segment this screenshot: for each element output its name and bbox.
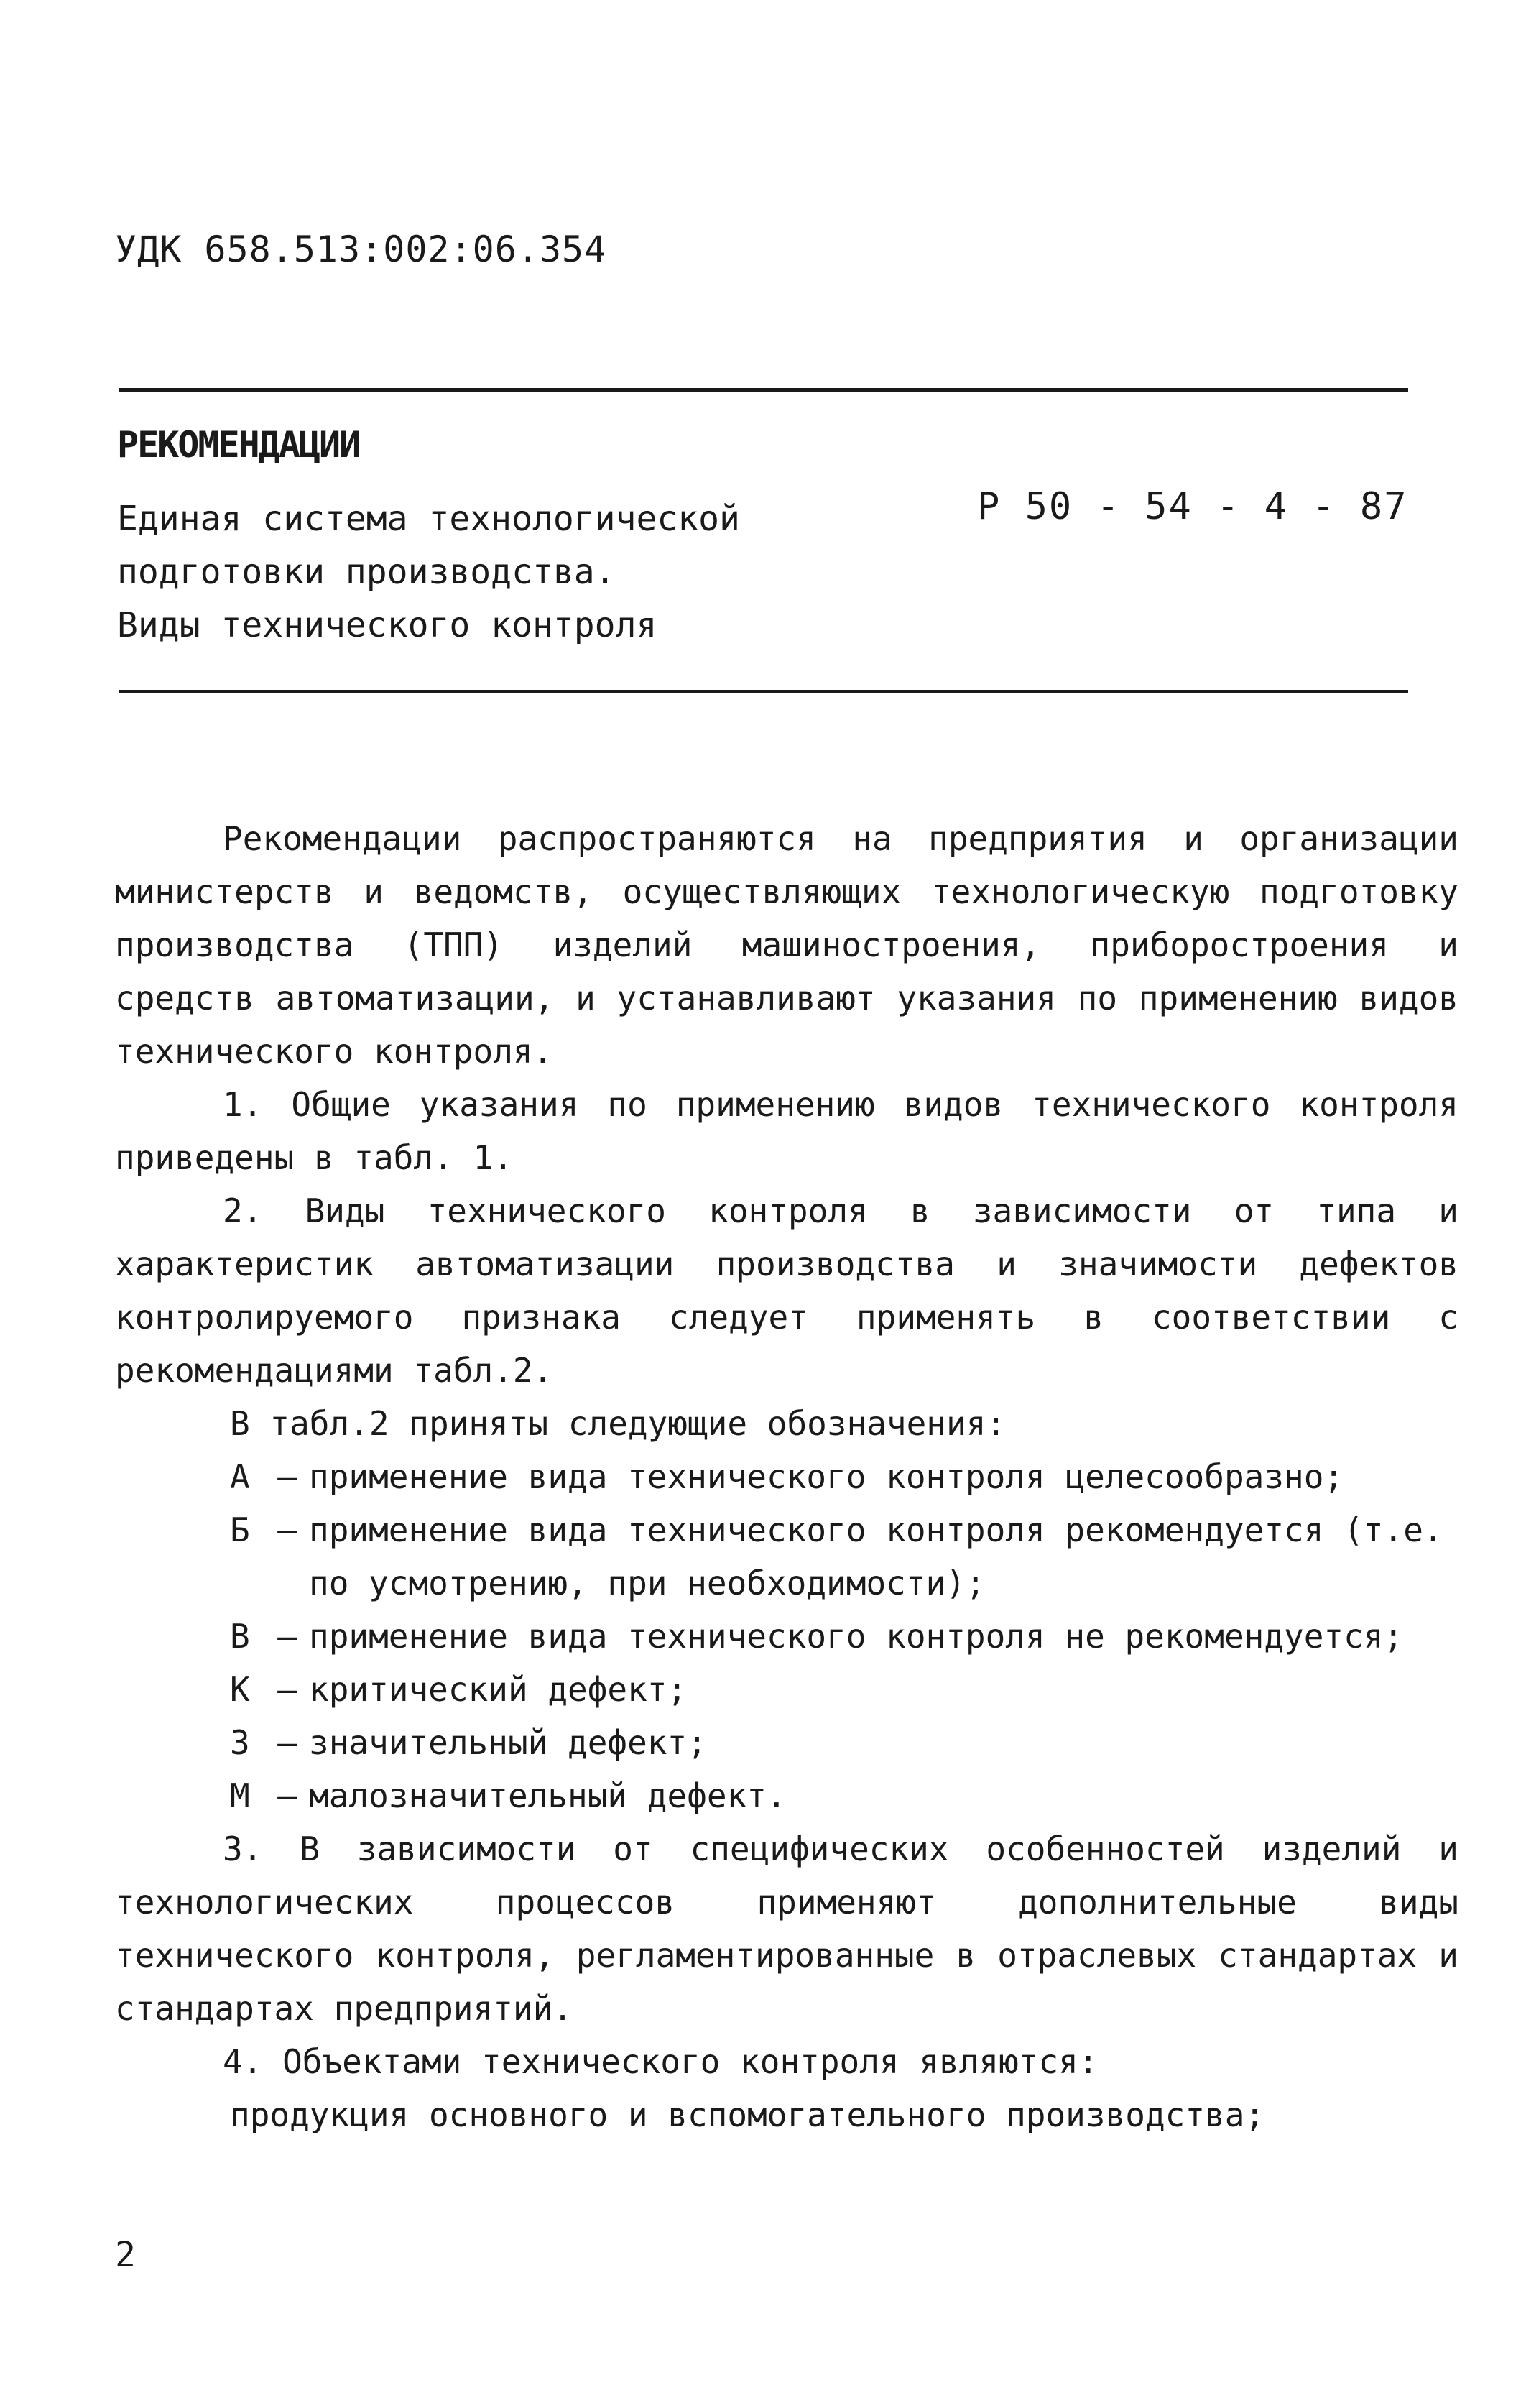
document-title	[117, 492, 740, 652]
legend-text: критический дефект;	[309, 1670, 688, 1709]
legend-list	[115, 1450, 1458, 1822]
top-divider	[119, 388, 1408, 392]
legend-key: К	[230, 1670, 250, 1709]
legend-item: А – применение вида технического контроля целесообразно;	[230, 1450, 1458, 1503]
legend-item: В – применение вида технического контроля не рекомендуется;	[230, 1610, 1458, 1663]
paragraph-2: 2. Виды технического контроля в зависимости от типа и характеристик автоматизации производства и значимости дефектов контролируемого признака следует применять в соответствии с рекомендациями табл.2.	[115, 1191, 1458, 1390]
legend-key: В	[230, 1617, 250, 1656]
title-line: подготовки производства.	[117, 552, 616, 592]
legend-key: М	[230, 1776, 250, 1815]
legend-item: Б – применение вида технического контроля рекомендуется (т.е. по усмотрению, при необходимости);	[230, 1503, 1458, 1610]
paragraph-3: 3. В зависимости от специфических особенностей изделий и технологических процессов применяют дополнительные виды технического контроля, регламентированные в отраслевых стандартах и стандартах предприятий.	[115, 1830, 1458, 2028]
document-heading: РЕКОМЕНДАЦИИ	[117, 424, 360, 466]
page-number: 2	[115, 2235, 136, 2275]
legend-key: А	[230, 1457, 250, 1496]
title-line: Виды технического контроля	[117, 605, 657, 645]
paragraph-4: 4. Объектами технического контроля являются:	[223, 2042, 1099, 2081]
legend-text: применение вида технического контроля целесообразно;	[309, 1457, 1344, 1496]
paragraph-1: 1. Общие указания по применению видов технического контроля приведены в табл. 1.	[115, 1085, 1458, 1177]
legend-text: малозначительный дефект.	[309, 1776, 787, 1815]
legend-intro: В табл.2 приняты следующие обозначения:	[230, 1404, 1007, 1443]
legend-item: М – малозначительный дефект.	[230, 1769, 1458, 1822]
legend-item: К – критический дефект;	[230, 1663, 1458, 1716]
paragraph-4-item: продукция основного и вспомогательного производства;	[230, 2095, 1265, 2134]
body-text	[115, 812, 1458, 2141]
legend-text: применение вида технического контроля рекомендуется (т.е. по усмотрению, при необходимости);	[309, 1510, 1443, 1602]
legend-key: Б	[230, 1510, 250, 1549]
bottom-divider	[119, 690, 1408, 693]
document-number: Р 50 - 54 - 4 - 87	[977, 485, 1408, 528]
udk-code: УДК 658.513:002:06.354	[115, 229, 607, 270]
legend-key: З	[230, 1723, 250, 1762]
legend-text: значительный дефект;	[309, 1723, 707, 1762]
legend-item: З – значительный дефект;	[230, 1716, 1458, 1769]
intro-paragraph: Рекомендации распространяются на предприятия и организации министерств и ведомств, осуществляющих технологическую подготовку производства (ТПП) изделий машиностроения, приборостроения и средств автоматизации, и устанавливают указания по применению видов технического контроля.	[115, 819, 1458, 1071]
legend-text: применение вида технического контроля не рекомендуется;	[309, 1617, 1404, 1656]
title-line: Единая система технологической	[117, 499, 740, 539]
